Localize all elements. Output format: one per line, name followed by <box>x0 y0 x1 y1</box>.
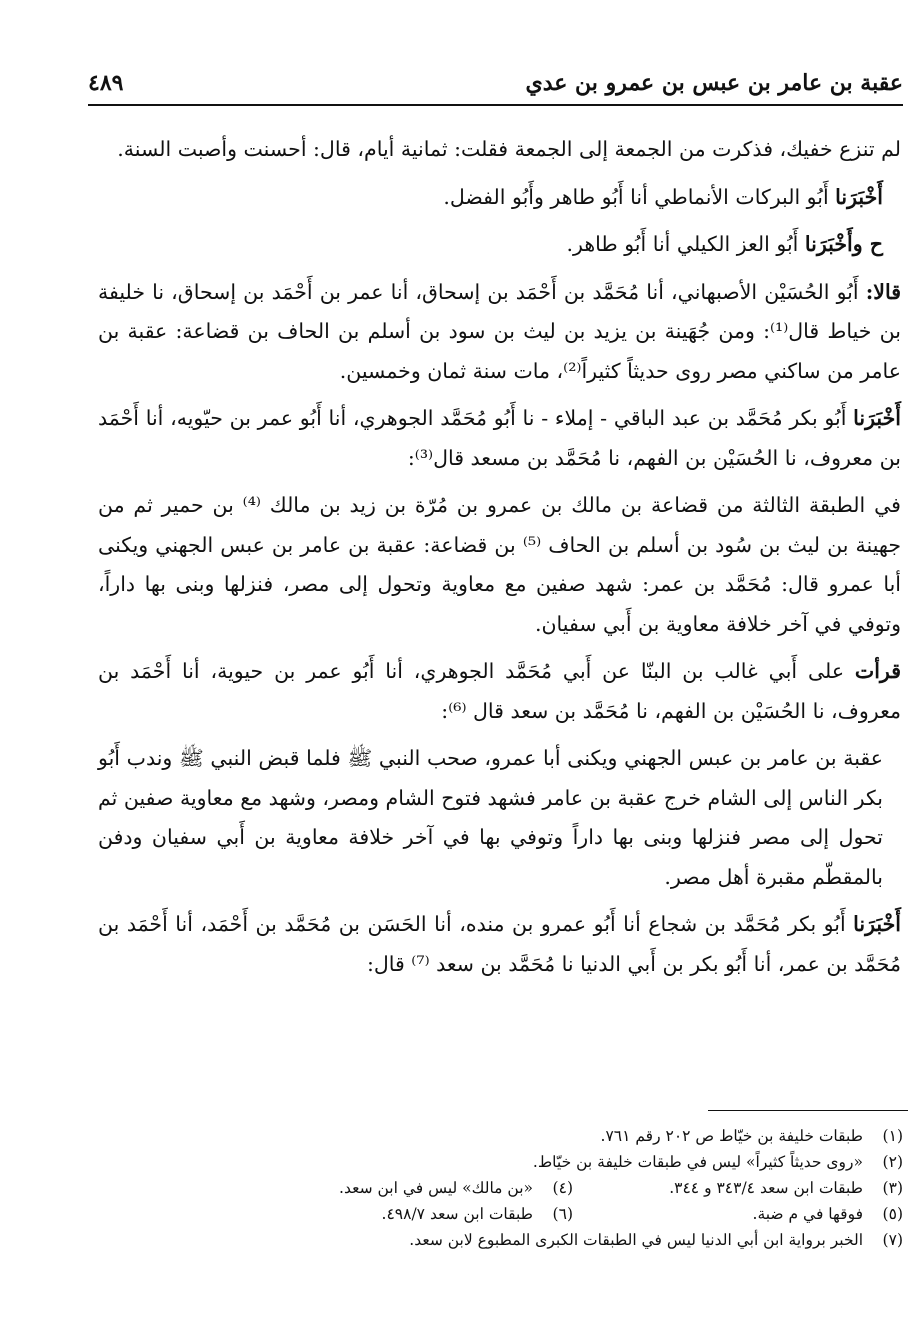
page-header <box>88 70 903 104</box>
paragraph-keyword: ح وأَخْبَرَنا <box>804 232 883 256</box>
footnote-text: فوقها في م ضبة. <box>752 1205 863 1223</box>
paragraph <box>98 486 901 644</box>
footnote-number: (٥) <box>882 1205 903 1223</box>
footnote-number: (٣) <box>882 1179 903 1197</box>
running-title: عقبة بن عامر بن عبس بن عمرو بن عدي <box>525 70 903 96</box>
paragraph <box>98 905 901 984</box>
footnote-row <box>120 1149 903 1175</box>
footnote-row <box>120 1175 903 1201</box>
footnotes <box>120 1123 903 1253</box>
paragraph-keyword: أَخْبَرَنا <box>835 184 883 209</box>
footnote <box>573 1201 903 1227</box>
main-text <box>98 130 901 992</box>
footnote-text: «روى حديثاً كثيراً» ليس في طبقات خليفة بن خيّاط. <box>532 1153 863 1171</box>
footnote-number: (١) <box>882 1127 903 1145</box>
footnote <box>409 1227 903 1253</box>
paragraph-text: أَبُو العز الكيلي أنا أَبُو طاهر. <box>566 232 805 256</box>
paragraph-text: أَبُو بكر مُحَمَّد بن عبد الباقي - إملاء - نا أَبُو مُحَمَّد الجوهري، أنا أَبُو عمر بن حيّويه، أنا أَحْمَد بن معروف، نا الحُسَيْن بن الفهم، نا مُحَمَّد بن مسعد قال⁽³⁾: <box>98 406 901 470</box>
footnote-text: طبقات خليفة بن خيّاط ص ٢٠٢ رقم ٧٦١. <box>600 1127 863 1145</box>
paragraph-text: عقبة بن عامر بن عبس الجهني ويكنى أبا عمرو، صحب النبي ﷺ فلما قبض النبي ﷺ وندب أَبُو بكر الناس إلى الشام خرج عقبة بن عامر فشهد فتوح الشام ومصر، وشهد مع معاوية صفين ثم تحول إلى مصر فنزلها وبنى بها داراً وتوفي بها في آخر خلافة معاوية بن أَبي سفيان ودفن بالمقطّم مقبرة أهل مصر. <box>98 746 883 889</box>
footnote-row <box>120 1227 903 1253</box>
footnote <box>573 1175 903 1201</box>
footnote <box>533 1149 903 1175</box>
paragraph-text: على أَبي غالب بن البنّا عن أَبي مُحَمَّد الجوهري، أنا أَبُو عمر بن حيوية، أنا أَحْمَد بن معروف، نا الحُسَيْن بن الفهم، نا مُحَمَّد بن سعد قال ⁽⁶⁾: <box>98 659 901 723</box>
footnote-text: «بن مالك» ليس في ابن سعد. <box>339 1179 533 1197</box>
paragraph <box>98 225 901 265</box>
footnote-text: طبقات ابن سعد ٣٤٣/٤ و ٣٤٤. <box>669 1179 863 1197</box>
paragraph <box>98 273 901 392</box>
paragraph-keyword: أَخْبَرَنا <box>853 406 901 430</box>
paragraph-text: أَبُو البركات الأنماطي أنا أَبُو طاهر وأَبُو الفضل. <box>443 184 836 209</box>
paragraph-text: أَبُو الحُسَيْن الأصبهاني، أنا مُحَمَّد بن أَحْمَد بن إسحاق، أنا عمر بن أَحْمَد بن إسحاق، نا خليفة بن خياط قال⁽¹⁾: ومن جُهَينة بن يزيد بن ليث بن سود بن أسلم بن الحاف بن قضاعة: عقبة بن عامر من ساكني مصر روى حديثاً كثيراً⁽²⁾، مات سنة ثمان وخمسين. <box>98 279 901 383</box>
paragraph <box>98 399 901 478</box>
paragraph <box>98 178 901 218</box>
footnote <box>601 1123 904 1149</box>
footnote <box>382 1201 573 1227</box>
paragraph-text: لم تنزع خفيك، فذكرت من الجمعة إلى الجمعة فقلت: ثمانية أيام، قال: أحسنت وأصبت السنة. <box>117 137 901 161</box>
footnote-rule <box>708 1110 908 1111</box>
footnote-row <box>120 1201 903 1227</box>
footnote-number: (٤) <box>552 1179 573 1197</box>
footnote-number: (٢) <box>882 1153 903 1171</box>
paragraph <box>98 652 901 731</box>
paragraph-text: أَبُو بكر مُحَمَّد بن شجاع أنا أَبُو عمرو بن منده، أنا الحَسَن بن مُحَمَّد بن أَحْمَد، أنا أَحْمَد بن مُحَمَّد بن عمر، أنا أَبُو بكر بن أَبي الدنيا نا مُحَمَّد بن سعد ⁽⁷⁾ قال: <box>98 912 901 976</box>
paragraph-text: في الطبقة الثالثة من قضاعة بن مالك بن عمرو بن مُرّة بن زيد بن مالك ⁽⁴⁾ بن حمير ثم من جهينة بن ليث بن سُود بن أسلم بن الحاف ⁽⁵⁾ بن قضاعة: عقبة بن عامر بن عبس الجهني ويكنى أبا عمرو قال: مُحَمَّد بن عمر: شهد صفين مع معاوية وتحول إلى مصر، فنزلها وبنى بها داراً، وتوفي في آخر خلافة معاوية بن أَبي سفيان. <box>98 493 902 636</box>
footnote-number: (٦) <box>552 1205 573 1223</box>
footnote-number: (٧) <box>882 1231 903 1249</box>
page-number: ٤٨٩ <box>88 70 124 96</box>
paragraph <box>98 130 901 170</box>
footnote-row <box>120 1123 903 1149</box>
paragraph-keyword: قرأت <box>854 659 901 683</box>
paragraph <box>98 739 901 897</box>
header-rule <box>88 104 903 106</box>
footnote <box>339 1175 573 1201</box>
footnote-text: طبقات ابن سعد ٤٩٨/٧. <box>381 1205 533 1223</box>
paragraph-keyword: أَخْبَرَنا <box>853 912 901 936</box>
paragraph-keyword: قالا: <box>865 279 901 304</box>
footnote-text: الخبر برواية ابن أبي الدنيا ليس في الطبقات الكبرى المطبوع لابن سعد. <box>409 1231 863 1249</box>
